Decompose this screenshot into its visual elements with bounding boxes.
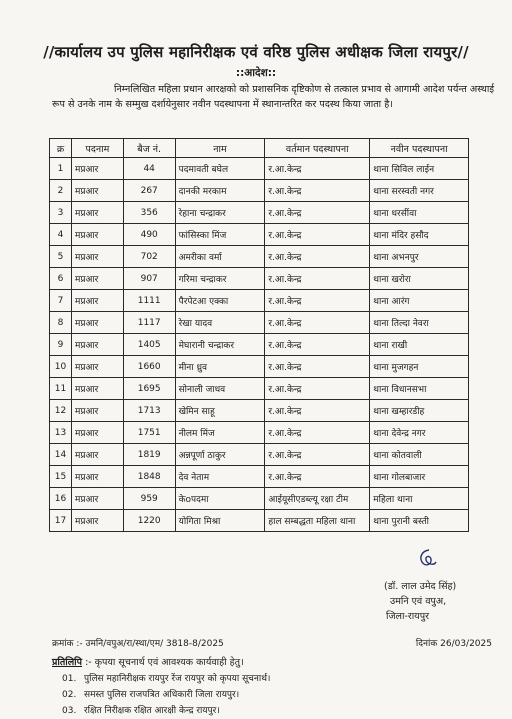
cell-badge: 44 (123, 158, 175, 180)
table-header-row (50, 139, 469, 158)
cell-rank: मप्रआर (71, 158, 123, 180)
cell-badge: 1713 (123, 400, 175, 422)
cell-rank: मप्रआर (71, 312, 123, 334)
cell-new-posting: थाना धरसींवा (370, 202, 469, 224)
cell-rank: मप्रआर (71, 422, 123, 444)
cell-name: देव नेताम (175, 466, 265, 488)
order-number: क्रमांक :- उमनि/वपुअ/रा/स्था/एम/ 3818-8/2025 (52, 639, 224, 649)
cell-serial: 1 (50, 158, 72, 180)
header-current-posting: वर्तमान पदस्थापना (265, 139, 370, 158)
cell-new-posting: थाना सिविल लाईन (370, 158, 469, 180)
cell-current-posting: र.आ.केन्द्र (265, 290, 370, 312)
cell-name: रेखा यादव (175, 312, 265, 334)
cell-serial: 16 (50, 488, 72, 510)
cell-rank: मप्रआर (71, 268, 123, 290)
cell-badge: 1660 (123, 356, 175, 378)
intro-paragraph (52, 82, 500, 112)
signature-block (376, 579, 496, 624)
cell-serial: 10 (50, 356, 72, 378)
cell-rank: मप्रआर (71, 510, 123, 532)
cell-badge: 1405 (123, 334, 175, 356)
cell-name: पैरपेटआ एक्का (175, 290, 265, 312)
cell-badge: 1819 (123, 444, 175, 466)
signatory-name: (डॉ. लाल उमेद सिंह) (384, 581, 457, 592)
cell-current-posting: र.आ.केन्द्र (265, 378, 370, 400)
header-serial: क्र (50, 139, 72, 158)
cell-new-posting: थाना कोतवाली (370, 444, 469, 466)
copy-text: :- कृपया सूचनार्थ एवं आवश्यक कार्यवाही हेतु। (85, 657, 244, 668)
cell-serial: 8 (50, 312, 72, 334)
cell-badge: 490 (123, 224, 175, 246)
cell-serial: 15 (50, 466, 72, 488)
order-label: ::आदेश:: (235, 67, 277, 79)
cell-rank: मप्रआर (71, 444, 123, 466)
cell-new-posting: थाना देवेन्द्र नगर (370, 422, 469, 444)
cell-badge: 1695 (123, 378, 175, 400)
cell-badge: 959 (123, 488, 175, 510)
cell-current-posting: र.आ.केन्द्र (265, 356, 370, 378)
copy-item: 01. पुलिस महानिरीक्षक रायपुर रेंज रायपुर को कृपया सूचनार्थ। (62, 674, 271, 684)
cell-rank: मप्रआर (71, 246, 123, 268)
header-badge: बैज नं. (123, 139, 175, 158)
cell-badge: 1117 (123, 312, 175, 334)
office-heading: //कार्यालय उप पुलिस महानिरीक्षक एवं वरिष्ठ पुलिस अधीक्षक जिला रायपुर// (43, 43, 469, 61)
cell-serial: 13 (50, 422, 72, 444)
cell-new-posting: थाना अभनपुर (370, 246, 469, 268)
postings-table (49, 138, 469, 532)
cell-current-posting: र.आ.केन्द्र (265, 268, 370, 290)
cell-name: दानकी मरकाम (175, 180, 265, 202)
cell-name: सोनाली जाधव (175, 378, 265, 400)
cell-serial: 3 (50, 202, 72, 224)
table-row (50, 444, 469, 466)
cell-name: पदमावती बघेल (175, 158, 265, 180)
cell-name: गरिमा चन्द्राकर (175, 268, 265, 290)
cell-serial: 5 (50, 246, 72, 268)
cell-name: खेमिन साहू (175, 400, 265, 422)
table-row (50, 158, 469, 180)
cell-current-posting: र.आ.केन्द्र (265, 400, 370, 422)
cell-badge: 267 (123, 180, 175, 202)
cell-name: मीना ध्रुव (175, 356, 265, 378)
cell-new-posting: थाना मंदिर हसौद (370, 224, 469, 246)
table-row (50, 312, 469, 334)
header-rank: पदनाम (71, 139, 123, 158)
cell-rank: मप्रआर (71, 290, 123, 312)
table-row (50, 466, 469, 488)
cell-badge: 1111 (123, 290, 175, 312)
cell-rank: मप्रआर (71, 356, 123, 378)
cell-serial: 6 (50, 268, 72, 290)
intro-text: निम्नलिखित महिला प्रधान आरक्षको को प्रशासनिक दृष्टिकोण से तत्काल प्रभाव से आगामी आदेश पर्यन्त अस्थाई रूप से उनके नाम के सम्मुख दर्शायेनुसार नवीन पदस्थापना में स्थानान्तरित कर पदस्थ किया जाता है। (52, 84, 495, 110)
cell-badge: 1751 (123, 422, 175, 444)
table-row (50, 202, 469, 224)
cell-new-posting: थाना राखी (370, 334, 469, 356)
cell-serial: 11 (50, 378, 72, 400)
cell-rank: मप्रआर (71, 224, 123, 246)
table-row (50, 378, 469, 400)
cell-name: नीलम मिंज (175, 422, 265, 444)
cell-name: अन्नपूर्णा ठाकुर (175, 444, 265, 466)
cell-current-posting: र.आ.केन्द्र (265, 422, 370, 444)
table-row (50, 400, 469, 422)
cell-current-posting: र.आ.केन्द्र (265, 334, 370, 356)
cell-serial: 9 (50, 334, 72, 356)
cell-new-posting: थाना सरस्वती नगर (370, 180, 469, 202)
copy-label: प्रतिलिपि (52, 657, 83, 668)
cell-rank: मप्रआर (71, 180, 123, 202)
cell-new-posting: थाना खरोरा (370, 268, 469, 290)
copy-list (62, 671, 270, 719)
table-row (50, 334, 469, 356)
cell-serial: 14 (50, 444, 72, 466)
signature-mark (416, 548, 438, 570)
copy-heading (52, 655, 244, 668)
cell-new-posting: थाना मुजगहन (370, 356, 469, 378)
cell-rank: मप्रआर (71, 378, 123, 400)
cell-current-posting: र.आ.केन्द्र (265, 224, 370, 246)
order-date: दिनांक 26/03/2025 (415, 639, 492, 649)
cell-name: योगिता मिश्रा (175, 510, 265, 532)
cell-rank: मप्रआर (71, 334, 123, 356)
signatory-designation: उमनि एवं वपुअ, (390, 596, 447, 607)
cell-current-posting: आईयूसीएडब्ल्यू रक्षा टीम (265, 488, 370, 510)
cell-new-posting: थाना विधानसभा (370, 378, 469, 400)
cell-rank: मप्रआर (71, 488, 123, 510)
cell-badge: 1848 (123, 466, 175, 488)
cell-badge: 702 (123, 246, 175, 268)
cell-name: फांसिस्का मिंज (175, 224, 265, 246)
cell-new-posting: महिला थाना (370, 488, 469, 510)
cell-rank: मप्रआर (71, 466, 123, 488)
cell-current-posting: र.आ.केन्द्र (265, 466, 370, 488)
cell-badge: 1220 (123, 510, 175, 532)
cell-serial: 12 (50, 400, 72, 422)
cell-serial: 7 (50, 290, 72, 312)
table-row (50, 180, 469, 202)
cell-serial: 4 (50, 224, 72, 246)
table-row (50, 422, 469, 444)
table-row (50, 356, 469, 378)
signatory-district: जिला-रायपुर (386, 611, 429, 622)
cell-serial: 17 (50, 510, 72, 532)
order-line (52, 636, 492, 649)
cell-badge: 356 (123, 202, 175, 224)
cell-new-posting: थाना तिल्दा नेवरा (370, 312, 469, 334)
cell-new-posting: थाना पुरानी बस्ती (370, 510, 469, 532)
table-row (50, 488, 469, 510)
header-new-posting: नवीन पदस्थापना (370, 139, 469, 158)
cell-current-posting: हाल सम्बद्धता महिला थाना (265, 510, 370, 532)
cell-current-posting: र.आ.केन्द्र (265, 158, 370, 180)
cell-rank: मप्रआर (71, 400, 123, 422)
cell-name: केoपदमा (175, 488, 265, 510)
cell-new-posting: थाना आरंग (370, 290, 469, 312)
cell-name: अमरीका वर्मा (175, 246, 265, 268)
copy-item: 02. समस्त पुलिस राजपत्रित अधिकारी जिला रायपुर। (62, 690, 240, 700)
cell-current-posting: र.आ.केन्द्र (265, 312, 370, 334)
cell-new-posting: थाना खम्हारडीह (370, 400, 469, 422)
cell-current-posting: र.आ.केन्द्र (265, 180, 370, 202)
cell-current-posting: र.आ.केन्द्र (265, 246, 370, 268)
copy-item: 03. रक्षित निरीक्षक रक्षित आरक्षी केन्द्र रायपुर। (62, 706, 220, 716)
cell-badge: 907 (123, 268, 175, 290)
cell-name: मेघारानी चन्द्राकर (175, 334, 265, 356)
cell-new-posting: थाना गोलबाजार (370, 466, 469, 488)
cell-serial: 2 (50, 180, 72, 202)
table-row (50, 268, 469, 290)
table-row (50, 290, 469, 312)
header-name: नाम (175, 139, 265, 158)
cell-current-posting: र.आ.केन्द्र (265, 444, 370, 466)
cell-current-posting: र.आ.केन्द्र (265, 202, 370, 224)
table-row (50, 246, 469, 268)
table-row (50, 224, 469, 246)
cell-name: रेहाना चन्द्राकर (175, 202, 265, 224)
cell-rank: मप्रआर (71, 202, 123, 224)
table-row (50, 510, 469, 532)
